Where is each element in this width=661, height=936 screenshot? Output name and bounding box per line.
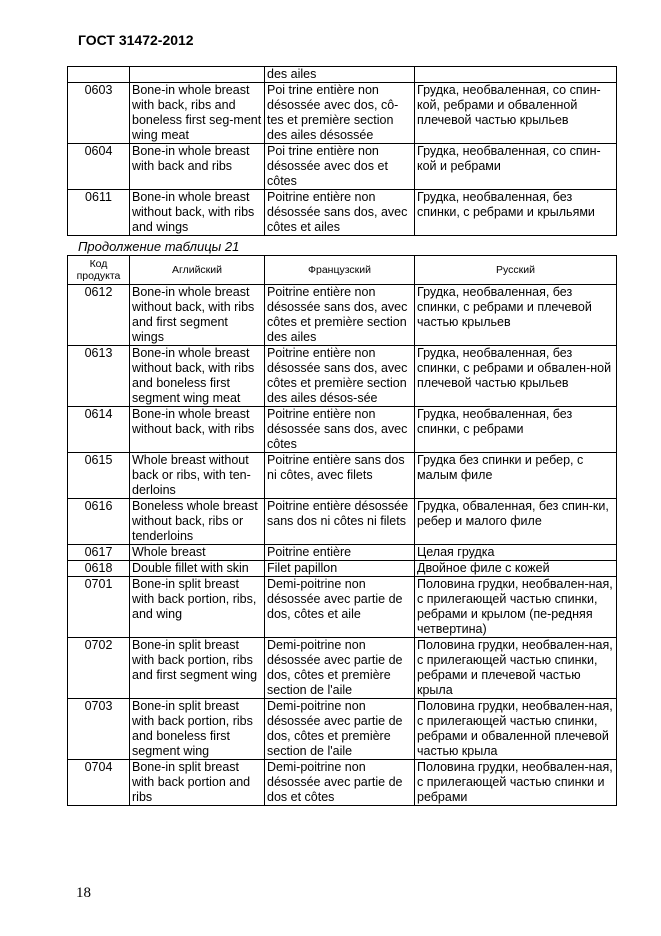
english-cell: Whole breast xyxy=(130,545,265,561)
russian-cell: Грудка, необваленная, без спинки, с ребрами и крыльями xyxy=(415,190,617,236)
french-cell: Poitrine entière sans dos ni côtes, avec filets xyxy=(265,453,415,499)
french-cell: Poitrine entière xyxy=(265,545,415,561)
table-row xyxy=(68,561,617,577)
table-row xyxy=(68,760,617,806)
code-cell: 0616 xyxy=(68,499,130,545)
english-cell: Double fillet with skin xyxy=(130,561,265,577)
english-cell: Bone-in whole breast without back, with ribs and first segment wings xyxy=(130,285,265,346)
document-header: ГОСТ 31472-2012 xyxy=(78,32,194,48)
code-cell: 0603 xyxy=(68,83,130,144)
russian-cell: Грудка без спинки и ребер, с малым филе xyxy=(415,453,617,499)
table-row xyxy=(68,499,617,545)
code-cell: 0703 xyxy=(68,699,130,760)
code-cell: 0615 xyxy=(68,453,130,499)
russian-cell: Грудка, необваленная, без спинки, с ребрами и плечевой частью крыльев xyxy=(415,285,617,346)
table-21-continuation xyxy=(67,255,617,806)
english-cell: Bone-in split breast with back portion, ribs, and wing xyxy=(130,577,265,638)
french-cell: Poitrine entière non désossée sans dos, avec côtes et première section des ailes xyxy=(265,285,415,346)
french-cell: Poitrine entière non désossée sans dos, avec côtes xyxy=(265,407,415,453)
english-cell: Boneless whole breast without back, ribs or tenderloins xyxy=(130,499,265,545)
code-cell: 0614 xyxy=(68,407,130,453)
english-cell: Bone-in whole breast with back, ribs and boneless first seg-ment wing meat xyxy=(130,83,265,144)
russian-cell: Грудка, необваленная, без спинки, с ребрами и обвален-ной плечевой частью крыльев xyxy=(415,346,617,407)
russian-cell: Грудка, необваленная, со спин-кой, ребрами и обваленной плечевой частью крыльев xyxy=(415,83,617,144)
col-header-russian: Русский xyxy=(415,256,617,285)
code-cell: 0701 xyxy=(68,577,130,638)
english-cell xyxy=(130,67,265,83)
english-cell: Bone-in whole breast without back, with ribs and boneless first segment wing meat xyxy=(130,346,265,407)
english-cell: Whole breast without back or ribs, with ten-derloins xyxy=(130,453,265,499)
french-cell: Demi-poitrine non désossée avec partie de dos, côtes et première section de l'aile xyxy=(265,699,415,760)
french-cell: Poitrine entière non désossée sans dos, avec côtes et première section des ailes désos-sée xyxy=(265,346,415,407)
table-header-row xyxy=(68,256,617,285)
french-cell: Filet papillon xyxy=(265,561,415,577)
french-cell: des ailes xyxy=(265,67,415,83)
russian-cell: Грудка, обваленная, без спин-ки, ребер и малого филе xyxy=(415,499,617,545)
col-header-english: Аглийский xyxy=(130,256,265,285)
col-header-french: Французский xyxy=(265,256,415,285)
page-number: 18 xyxy=(76,885,91,901)
french-cell: Poitrine entière désossée sans dos ni côtes ni filets xyxy=(265,499,415,545)
french-cell: Poi trine entière non désossée avec dos et côtes xyxy=(265,144,415,190)
code-cell: 0604 xyxy=(68,144,130,190)
code-cell: 0702 xyxy=(68,638,130,699)
french-cell: Poi trine entière non désossée avec dos, cô-tes et première section des ailes désossée xyxy=(265,83,415,144)
table-row xyxy=(68,190,617,236)
russian-cell: Половина грудки, необвален-ная, с прилегающей частью спинки, ребрами и плечевой частью крыла xyxy=(415,638,617,699)
russian-cell xyxy=(415,67,617,83)
russian-cell: Половина грудки, необвален-ная, с прилегающей частью спинки и ребрами xyxy=(415,760,617,806)
english-cell: Bone-in whole breast without back, with ribs and wings xyxy=(130,190,265,236)
table-row xyxy=(68,346,617,407)
code-cell xyxy=(68,67,130,83)
table-row xyxy=(68,144,617,190)
code-cell: 0617 xyxy=(68,545,130,561)
code-cell: 0704 xyxy=(68,760,130,806)
french-cell: Demi-poitrine non désossée avec partie de dos, côtes et aile xyxy=(265,577,415,638)
russian-cell: Половина грудки, необвален-ная, с прилегающей частью спинки, ребрами и обваленной плечевой частью крыла xyxy=(415,699,617,760)
code-cell: 0611 xyxy=(68,190,130,236)
table-row-continuation xyxy=(68,67,617,83)
table-row xyxy=(68,285,617,346)
code-cell: 0618 xyxy=(68,561,130,577)
table-row xyxy=(68,545,617,561)
table-row xyxy=(68,453,617,499)
french-cell: Demi-poitrine non désossée avec partie de dos et côtes xyxy=(265,760,415,806)
russian-cell: Половина грудки, необвален-ная, с прилегающей частью спинки, ребрами и крылом (пе-редняя четвертина) xyxy=(415,577,617,638)
table-21-top-part xyxy=(67,66,617,236)
english-cell: Bone-in whole breast with back and ribs xyxy=(130,144,265,190)
table-row xyxy=(68,638,617,699)
code-cell: 0612 xyxy=(68,285,130,346)
english-cell: Bone-in split breast with back portion, ribs and boneless first segment wing xyxy=(130,699,265,760)
russian-cell: Целая грудка xyxy=(415,545,617,561)
russian-cell: Двойное филе с кожей xyxy=(415,561,617,577)
russian-cell: Грудка, необваленная, со спин-кой и ребрами xyxy=(415,144,617,190)
english-cell: Bone-in split breast with back portion, ribs and first segment wing xyxy=(130,638,265,699)
russian-cell: Грудка, необваленная, без спинки, с ребрами xyxy=(415,407,617,453)
col-header-code: Код продукта xyxy=(68,256,130,285)
table-row xyxy=(68,577,617,638)
french-cell: Demi-poitrine non désossée avec partie de dos, côtes et première section de l'aile xyxy=(265,638,415,699)
table-caption: Продолжение таблицы 21 xyxy=(78,239,240,254)
table-row xyxy=(68,699,617,760)
table-row xyxy=(68,407,617,453)
french-cell: Poitrine entière non désossée sans dos, avec côtes et ailes xyxy=(265,190,415,236)
english-cell: Bone-in split breast with back portion and ribs xyxy=(130,760,265,806)
table-row xyxy=(68,83,617,144)
english-cell: Bone-in whole breast without back, with ribs xyxy=(130,407,265,453)
code-cell: 0613 xyxy=(68,346,130,407)
